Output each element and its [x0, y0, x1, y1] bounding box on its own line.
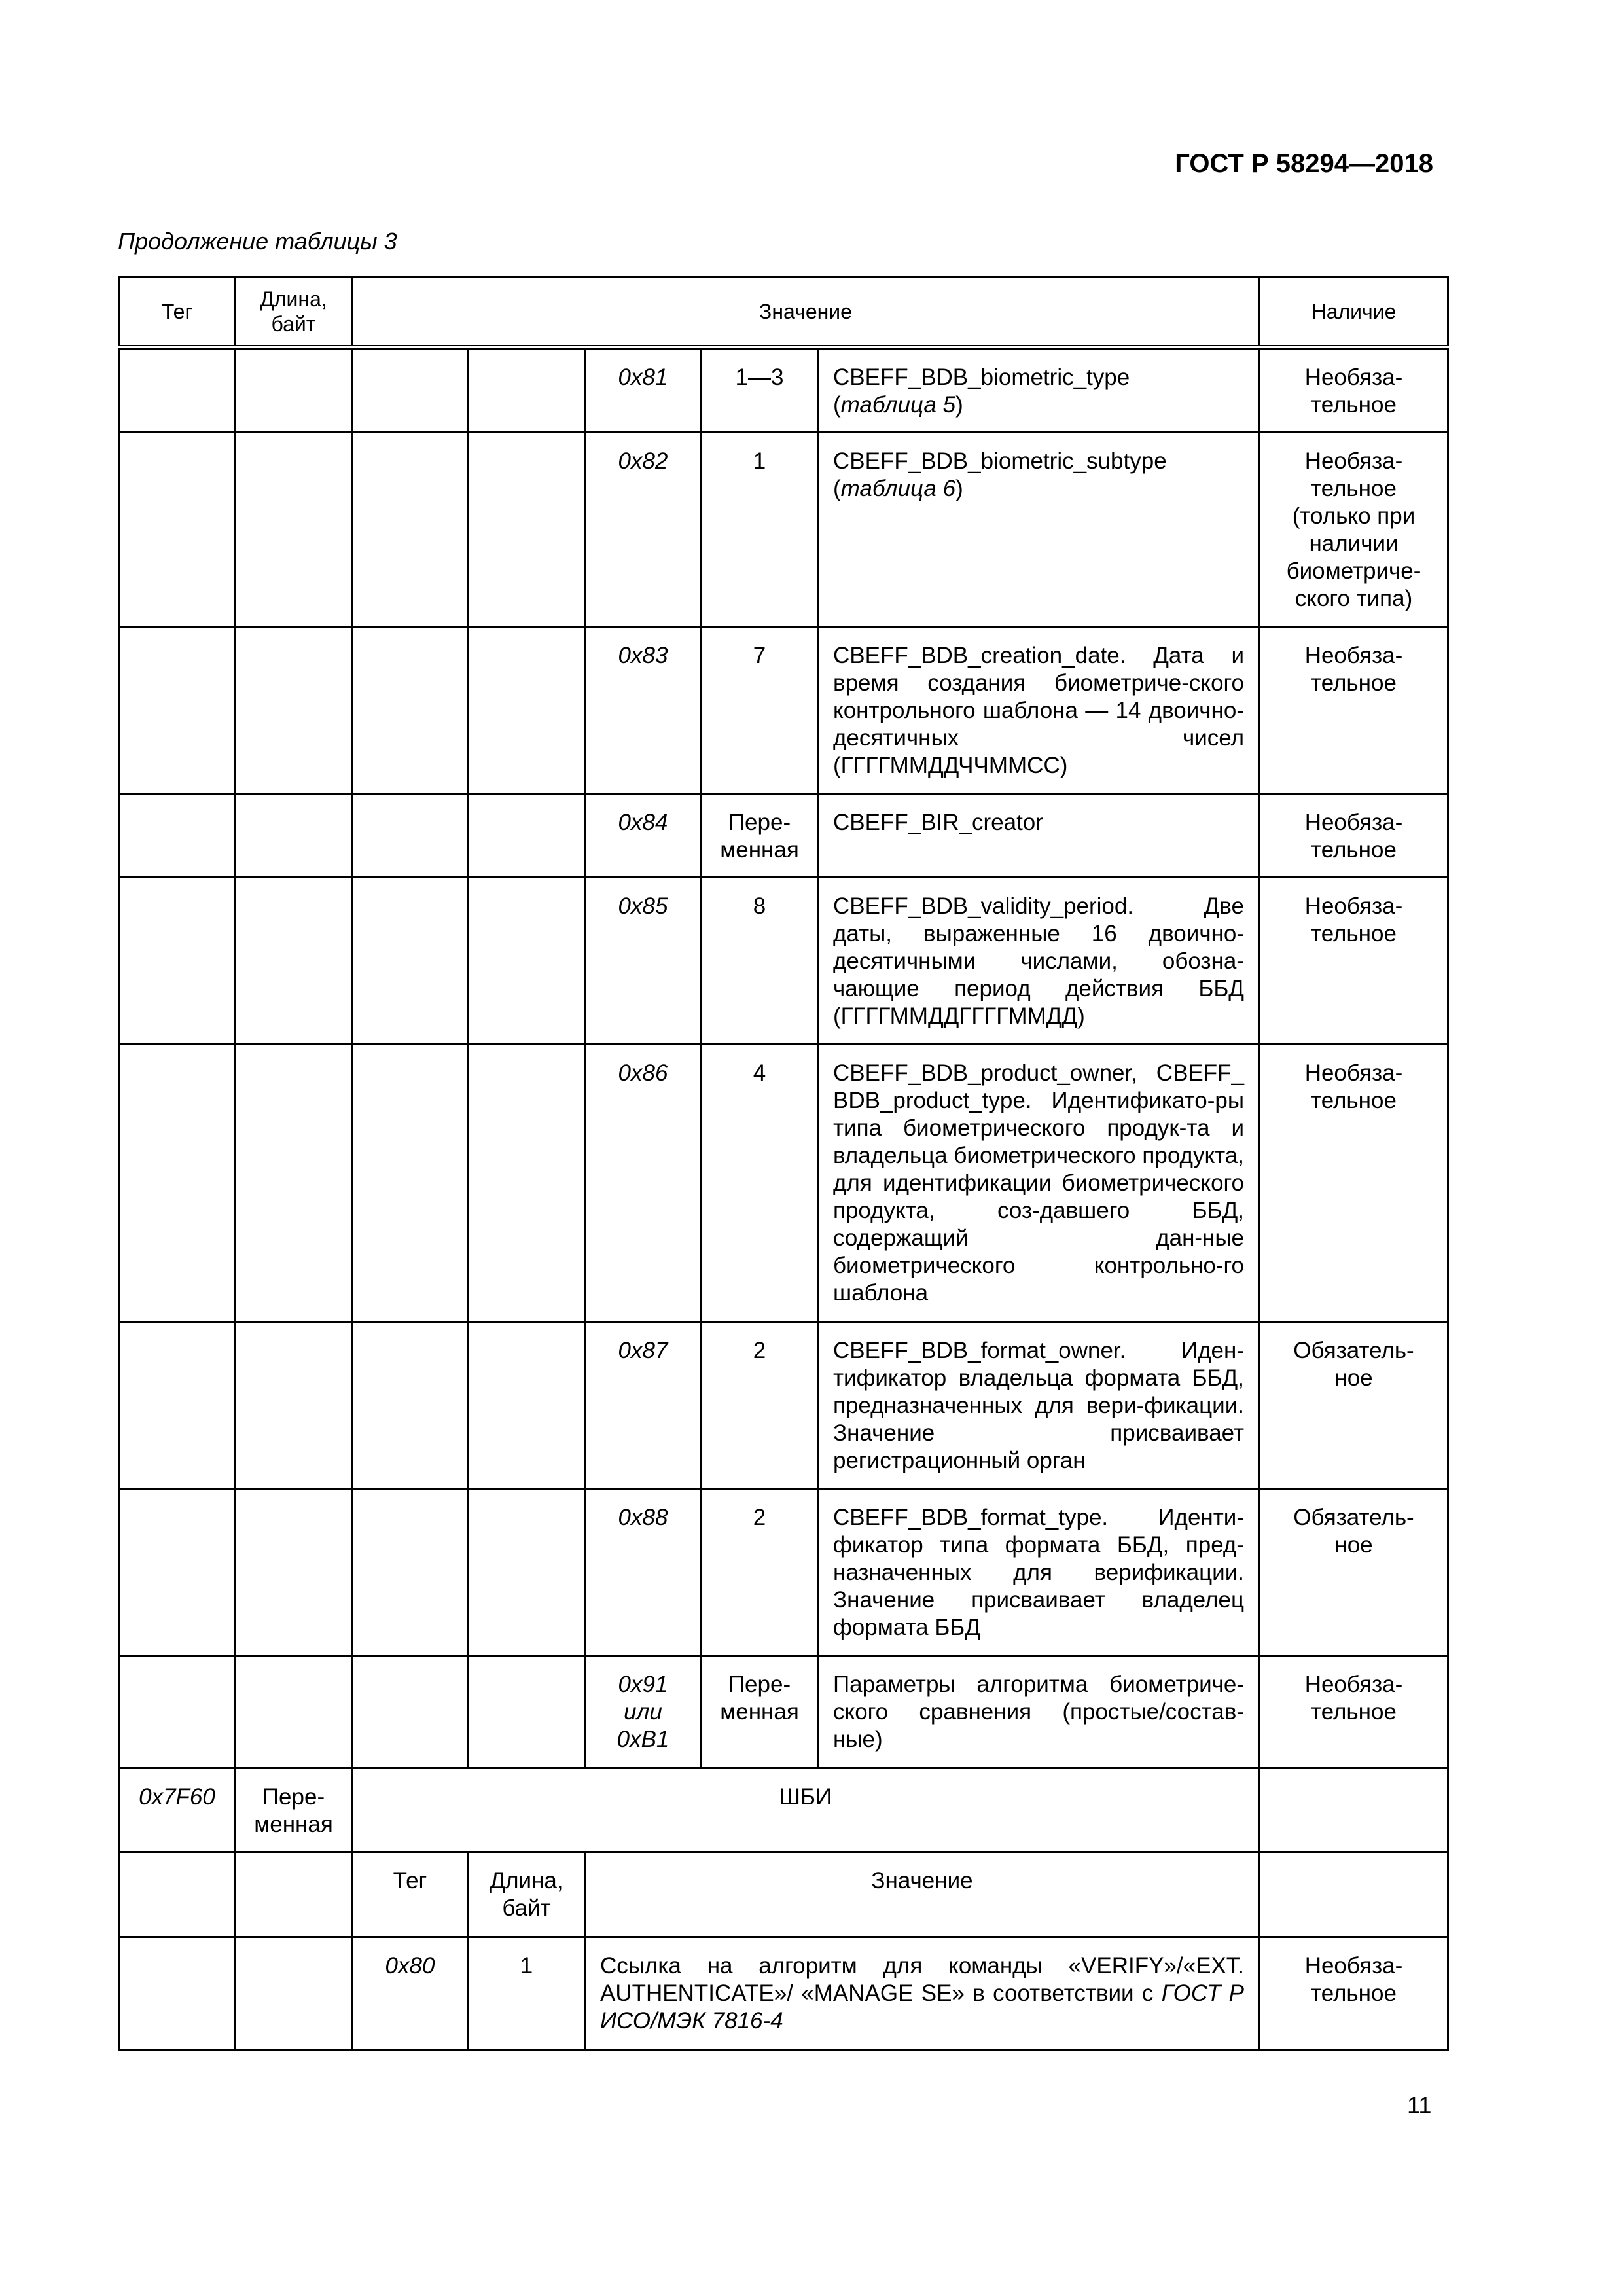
- table-row: [119, 1656, 1448, 1768]
- row-length: 2: [702, 1322, 818, 1489]
- row-value: Параметры алгоритма биометриче-ского сравнения (простые/состав-ные): [818, 1656, 1260, 1768]
- row-presence: Обязатель-ное: [1260, 1489, 1448, 1656]
- row-presence: Необяза-тельное: [1260, 1656, 1448, 1768]
- row-value: CBEFF_BDB_validity_period. Две даты, выраженные 16 двоично-десятичными числами, обозна-чающие период действия ББД (ГГГГММДДГГГГММДД): [818, 878, 1260, 1045]
- row-tag: 0x82: [585, 433, 702, 627]
- table-row: [119, 1937, 1448, 2050]
- row-value: Ссылка на алгоритм для команды «VERIFY»/«EXT. AUTHENTICATE»/ «MANAGE SE» в соответствии с ГОСТ Р ИСО/МЭК 7816-4: [585, 1937, 1260, 2050]
- row-presence: [1260, 1768, 1448, 1852]
- row-presence: Необяза-тельное: [1260, 1937, 1448, 2050]
- row-presence: Необяза-тельное: [1260, 348, 1448, 433]
- row-presence: Необяза-тельное: [1260, 794, 1448, 878]
- table-reference: таблица 6: [840, 476, 956, 501]
- header-length: Длина, байт: [236, 277, 352, 348]
- row-tag: 0x91 или 0xB1: [585, 1656, 702, 1768]
- row-tag: 0x7F60: [119, 1768, 236, 1852]
- subheader-length: Длина, байт: [469, 1852, 585, 1937]
- table-row: [119, 433, 1448, 627]
- table-row: [119, 794, 1448, 878]
- row-length: 1: [469, 1937, 585, 2050]
- row-value: CBEFF_BDB_biometric_type (таблица 5): [818, 348, 1260, 433]
- standard-reference: ГОСТ Р ИСО/МЭК 7816-4: [600, 1981, 1244, 2034]
- row-length: 4: [702, 1045, 818, 1322]
- row-presence: Необяза-тельное: [1260, 878, 1448, 1045]
- row-tag: 0x86: [585, 1045, 702, 1322]
- row-tag: 0x83: [585, 627, 702, 794]
- row-value: CBEFF_BDB_biometric_subtype (таблица 6): [818, 433, 1260, 627]
- row-tag: 0x85: [585, 878, 702, 1045]
- row-length: 2: [702, 1489, 818, 1656]
- row-value: CBEFF_BDB_creation_date. Дата и время создания биометриче-ского контрольного шаблона — 14 двоично-десятичных чисел (ГГГГММДДЧЧММСС): [818, 627, 1260, 794]
- row-length: 1: [702, 433, 818, 627]
- data-table: [118, 276, 1449, 2051]
- page-number: 11: [1407, 2092, 1432, 2119]
- row-tag: 0x81: [585, 348, 702, 433]
- header-tag: Тег: [119, 277, 236, 348]
- table-row: [119, 878, 1448, 1045]
- table-header-row: [119, 277, 1448, 348]
- row-value: ШБИ: [352, 1768, 1260, 1852]
- table-row-sbi: [119, 1768, 1448, 1852]
- table-row: [119, 1489, 1448, 1656]
- table-subheader-row: [119, 1852, 1448, 1937]
- row-tag: 0x88: [585, 1489, 702, 1656]
- table-row: [119, 627, 1448, 794]
- row-presence: Необяза-тельное: [1260, 627, 1448, 794]
- row-length: 7: [702, 627, 818, 794]
- header-value: Значение: [352, 277, 1260, 348]
- row-value: CBEFF_BIR_creator: [818, 794, 1260, 878]
- row-presence: Необяза-тельное (только при наличии биометриче-ского типа): [1260, 433, 1448, 627]
- row-value: CBEFF_BDB_format_type. Иденти-фикатор типа формата ББД, пред-назначенных для верификации. Значение присваивает владелец формата ББД: [818, 1489, 1260, 1656]
- row-tag: 0x84: [585, 794, 702, 878]
- row-length: 8: [702, 878, 818, 1045]
- row-length: 1—3: [702, 348, 818, 433]
- row-length: Пере-менная: [702, 1656, 818, 1768]
- row-tag: 0x87: [585, 1322, 702, 1489]
- table-caption: Продолжение таблицы 3: [118, 228, 397, 255]
- row-presence: Необяза-тельное: [1260, 1045, 1448, 1322]
- header-presence: Наличие: [1260, 277, 1448, 348]
- subheader-value: Значение: [585, 1852, 1260, 1937]
- document-code: ГОСТ Р 58294—2018: [1175, 149, 1433, 178]
- row-presence: Обязатель-ное: [1260, 1322, 1448, 1489]
- row-tag: 0x80: [352, 1937, 469, 2050]
- table-reference: таблица 5: [840, 392, 956, 418]
- row-value: CBEFF_BDB_format_owner. Иден-тификатор владельца формата ББД, предназначенных для вери-фикации. Значение присваивает регистрационный орган: [818, 1322, 1260, 1489]
- row-length: Пере-менная: [702, 794, 818, 878]
- row-value: CBEFF_BDB_product_owner, CBEFF_ BDB_product_type. Идентификато-ры типа биометрического продук-та и владельца биометрического продукта, для идентификации биометрического продукта, соз-давшего ББД, содержащий дан-ные биометрического контрольно-го шаблона: [818, 1045, 1260, 1322]
- table-row: [119, 348, 1448, 433]
- subheader-tag: Тег: [352, 1852, 469, 1937]
- row-length: Пере-менная: [236, 1768, 352, 1852]
- table-row: [119, 1045, 1448, 1322]
- table-row: [119, 1322, 1448, 1489]
